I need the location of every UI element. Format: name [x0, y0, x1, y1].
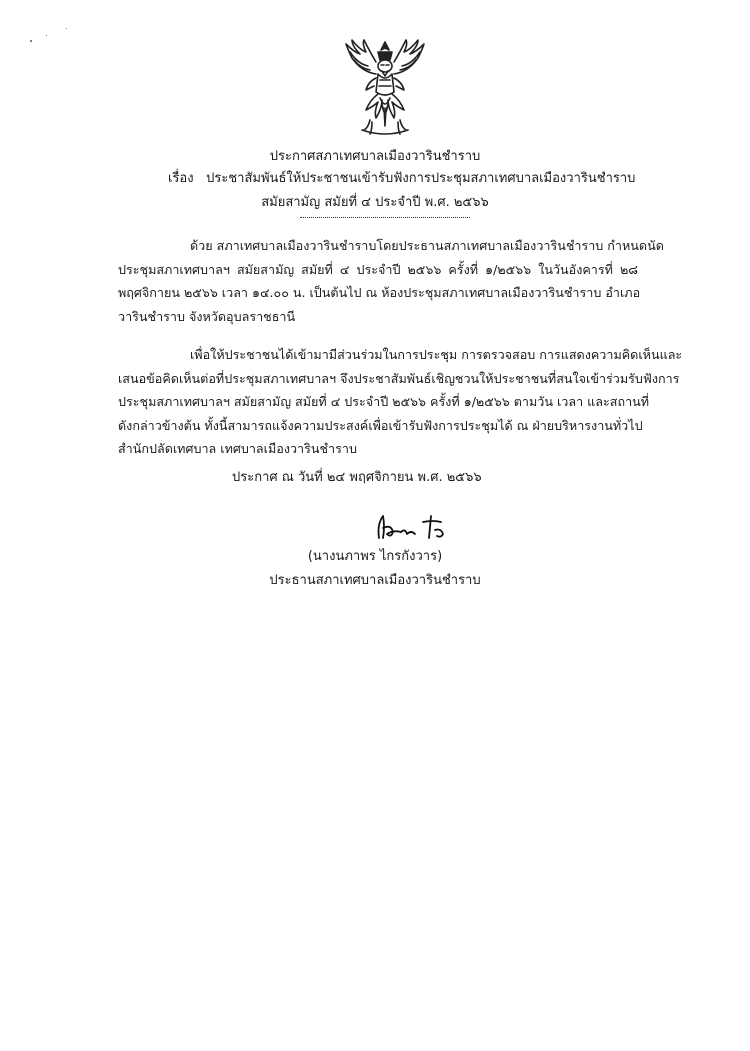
- scan-speck: [30, 40, 32, 42]
- subject-text: ประชาสัมพันธ์ให้ประชาชนเข้ารับฟังการประชุมสภาเทศบาลเมืองวารินชำราบ: [206, 171, 636, 186]
- dotted-divider: [300, 217, 470, 218]
- paragraph-2: [118, 343, 683, 461]
- paragraph-2-line: ดังกล่าวข้างต้น ทั้งนี้สามารถแจ้งความประสงค์เพื่อเข้ารับฟังการประชุมได้ ณ ฝ่ายบริหารงานทั่วไป: [118, 417, 643, 433]
- paragraph-2-line: สำนักปลัดเทศบาล เทศบาลเมืองวารินชำราบ: [118, 441, 357, 456]
- subject-line: [168, 167, 635, 188]
- announcement-title: ประกาศสภาเทศบาลเมืองวารินชำราบ: [269, 149, 481, 164]
- subject-label: เรื่อง: [168, 171, 194, 186]
- paragraph-1-line: วารินชำราบ จังหวัดอุบลราชธานี: [118, 308, 296, 324]
- paragraph-1: [118, 234, 664, 328]
- paragraph-1-line: พฤศจิกายน ๒๕๖๖ เวลา ๑๔.๐๐ น. เป็นต้นไป ณ ห้องประชุมสภาเทศบาลเมืองวารินชำราบ อำเภอ: [118, 285, 641, 300]
- paragraph-2-line: เสนอข้อคิดเห็นต่อที่ประชุมสภาเทศบาลฯ จึงประชาสัมพันธ์เชิญชวนให้ประชาชนที่สนใจเข้าร่วมรับฟังการ: [118, 370, 680, 386]
- paragraph-1-line: ด้วย สภาเทศบาลเมืองวารินชำราบโดยประธานสภาเทศบาลเมืองวารินชำราบ กำหนดนัด: [190, 238, 664, 253]
- handwritten-signature: [371, 510, 461, 544]
- signatory-position: ประธานสภาเทศบาลเมืองวารินชำราบ: [269, 573, 481, 588]
- session-line: สมัยสามัญ สมัยที่ ๔ ประจำปี พ.ศ. ๒๕๖๖: [261, 195, 489, 210]
- scan-speck: [46, 35, 47, 36]
- scan-speck: [66, 28, 67, 29]
- signatory-name: (นางนภาพร ไกรกังวาร): [307, 549, 443, 564]
- garuda-emblem-icon: [340, 38, 430, 138]
- paragraph-2-line: ประชุมสภาเทศบาลฯ สมัยสามัญ สมัยที่ ๔ ประจำปี ๒๕๖๖ ครั้งที่ ๑/๒๕๖๖ ตามวัน เวลา และสถานที่: [118, 394, 650, 409]
- paragraph-1-line: ประชุมสภาเทศบาลฯ สมัยสามัญ สมัยที่ ๔ ประจำปี ๒๕๖๖ ครั้งที่ ๑/๒๕๖๖ ในวันอังคารที่ ๒๘: [118, 261, 638, 277]
- announce-date: ประกาศ ณ วันที่ ๒๔ พฤศจิกายน พ.ศ. ๒๕๖๖: [232, 470, 482, 485]
- paragraph-2-line: เพื่อให้ประชาชนได้เข้ามามีส่วนร่วมในการประชุม การตรวจสอบ การแสดงความคิดเห็นและ: [190, 347, 683, 362]
